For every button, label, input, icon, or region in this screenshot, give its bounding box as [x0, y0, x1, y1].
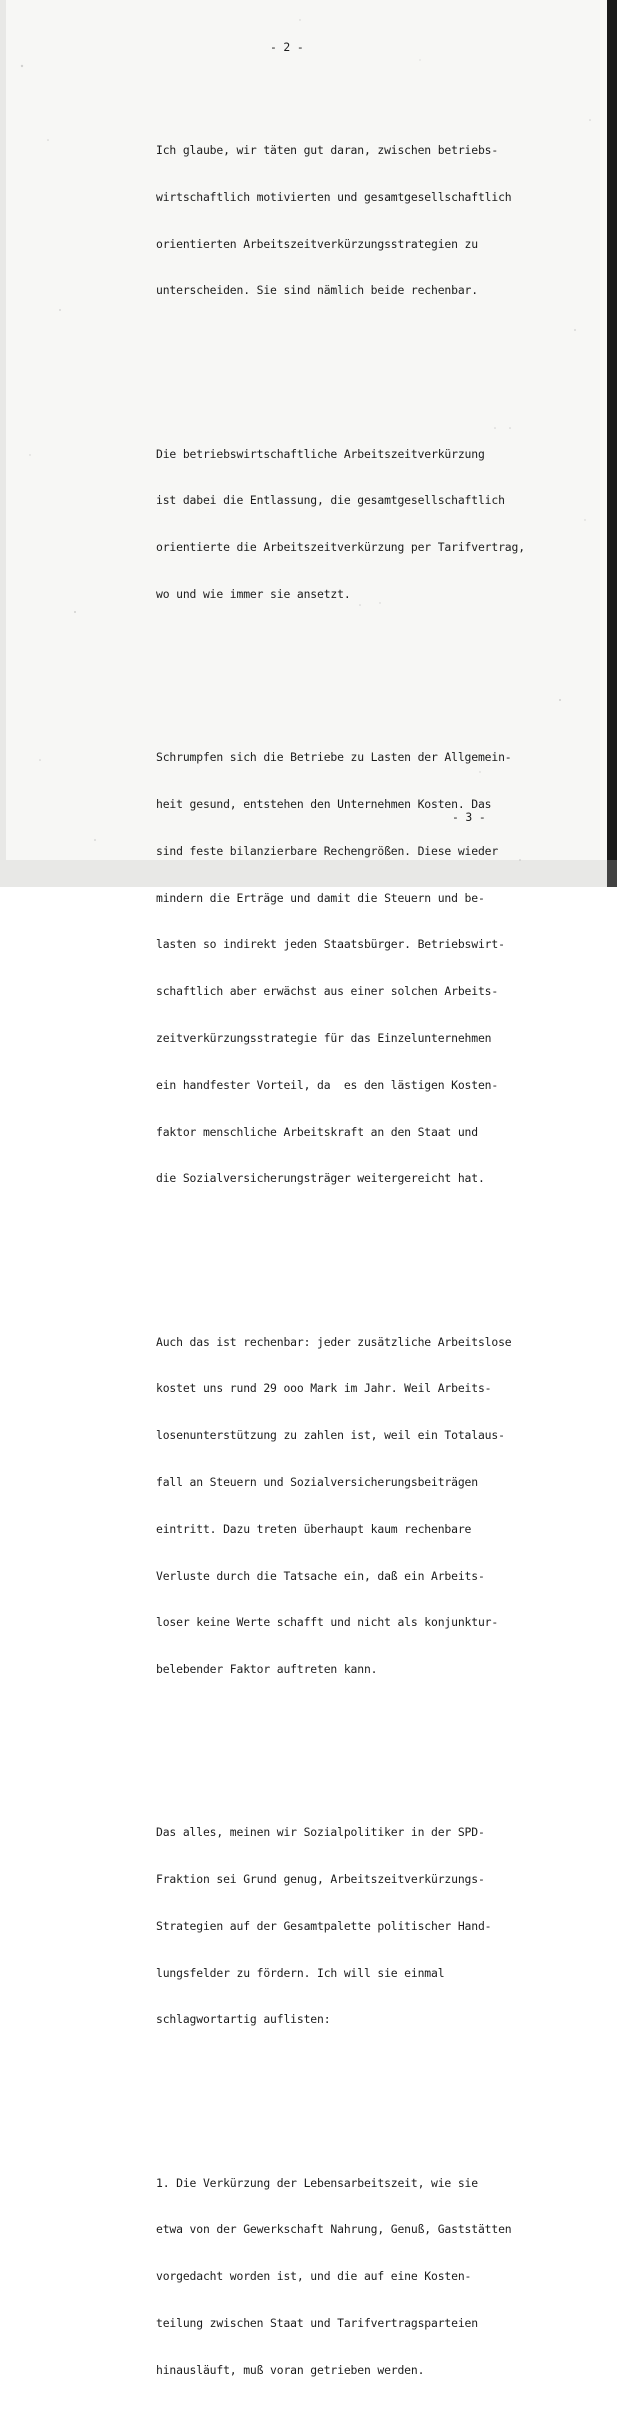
text-line: teilung zwischen Staat und Tarifvertragsparteien: [156, 2316, 478, 2331]
text-line: Fraktion sei Grund genug, Arbeitszeitverkürzungs-: [156, 1872, 485, 1887]
paragraph: [156, 720, 576, 1216]
text-line: orientierte die Arbeitszeitverkürzung per Tarifvertrag,: [156, 540, 525, 555]
text-line: lungsfelder zu fördern. Ich will sie einmal: [156, 1965, 445, 1980]
text-line: kostet uns rund 29 ooo Mark im Jahr. Weil Arbeits-: [156, 1381, 492, 1396]
text-line: Strategien auf der Gesamtpalette politischer Hand-: [156, 1918, 492, 1933]
text-line: schaftlich aber erwächst aus einer solchen Arbeits-: [156, 984, 499, 999]
text-line: wo und wie immer sie ansetzt.: [156, 586, 351, 601]
text-line: Das alles, meinen wir Sozialpolitiker in der SPD-: [156, 1825, 485, 1840]
text-line: eintritt. Dazu treten überhaupt kaum rechenbare: [156, 1521, 472, 1536]
text-line: wirtschaftlich motivierten und gesamtgesellschaftlich: [156, 189, 512, 204]
paragraph: [156, 113, 576, 328]
text-line: heit gesund, entstehen den Unternehmen Kosten. Das: [156, 796, 492, 811]
text-line: etwa von der Gewerkschaft Nahrung, Genuß, Gaststätten: [156, 2222, 512, 2237]
text-line: Die betriebswirtschaftliche Arbeitszeitverkürzung: [156, 446, 485, 461]
text-line: lasten so indirekt jeden Staatsbürger. Betriebswirt-: [156, 937, 505, 952]
text-line: vorgedacht worden ist, und die auf eine Kosten-: [156, 2269, 472, 2284]
text-line: faktor menschliche Arbeitskraft an den Staat und: [156, 1124, 478, 1139]
next-page-marker: - 3 -: [452, 810, 486, 824]
text-line: mindern die Erträge und damit die Steuern und be-: [156, 890, 485, 905]
page-number-header: - 2 -: [270, 40, 304, 54]
text-line: fall an Steuern und Sozialversicherungsbeiträgen: [156, 1474, 478, 1489]
paragraph-gap: [156, 2085, 576, 2103]
paragraph-gap: [156, 356, 576, 374]
text-line: schlagwortartig auflisten:: [156, 2012, 331, 2027]
paragraph-gap: [156, 1735, 576, 1753]
text-line: zeitverkürzungsstrategie für das Einzelunternehmen: [156, 1030, 492, 1045]
text-line: Ich glaube, wir täten gut daran, zwischen betriebs-: [156, 143, 499, 157]
text-line: Schrumpfen sich die Betriebe zu Lasten der Allgemein-: [156, 750, 512, 765]
paragraph: [156, 417, 576, 632]
list-item: [156, 2146, 576, 2408]
text-line: orientierten Arbeitszeitverkürzungsstrategien zu: [156, 236, 478, 251]
text-line: 1. Die Verkürzung der Lebensarbeitszeit, wie sie: [156, 2175, 478, 2190]
text-line: Verluste durch die Tatsache ein, daß ein Arbeits-: [156, 1568, 485, 1583]
text-line: losenunterstützung zu zahlen ist, weil ein Totalaus-: [156, 1428, 505, 1443]
paragraph-gap: [156, 1244, 576, 1262]
text-line: loser keine Werte schafft und nicht als konjunktur-: [156, 1615, 499, 1630]
text-line: sind feste bilanzierbare Rechengrößen. Diese wieder: [156, 843, 499, 858]
letter-body: [156, 71, 576, 2436]
paragraph: [156, 1305, 576, 1707]
text-line: belebender Faktor auftreten kann.: [156, 1662, 378, 1677]
paragraph-gap: [156, 660, 576, 678]
text-line: hinausläuft, muß voran getrieben werden.: [156, 2362, 425, 2377]
text-line: ein handfester Vorteil, da es den lästigen Kosten-: [156, 1077, 499, 1092]
text-line: Auch das ist rechenbar: jeder zusätzliche Arbeitslose: [156, 1334, 512, 1349]
paragraph: [156, 1795, 576, 2057]
text-line: ist dabei die Entlassung, die gesamtgesellschaftlich: [156, 493, 505, 508]
text-line: unterscheiden. Sie sind nämlich beide rechenbar.: [156, 283, 478, 298]
text-line: die Sozialversicherungsträger weitergereicht hat.: [156, 1171, 485, 1186]
